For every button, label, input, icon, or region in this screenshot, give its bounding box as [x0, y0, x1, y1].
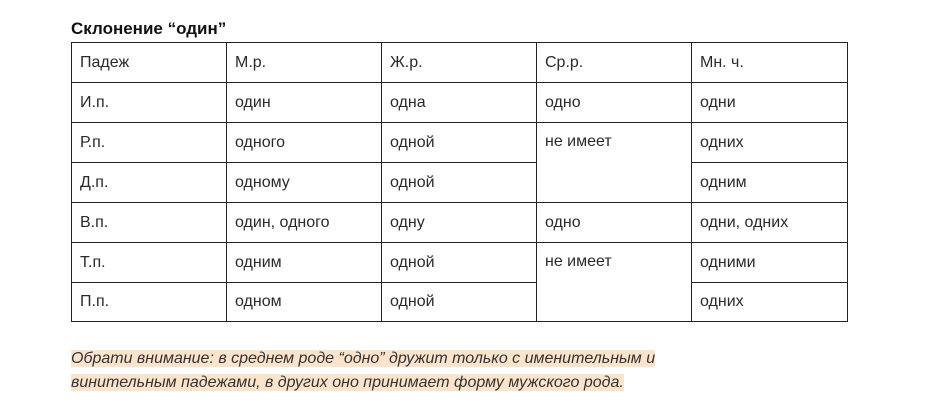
feminine-cell: одна: [382, 83, 537, 123]
declension-table: [71, 42, 848, 322]
table-row: [72, 243, 848, 283]
plural-cell: одних: [692, 123, 848, 163]
masculine-cell: одного: [227, 123, 382, 163]
case-cell: П.п.: [72, 283, 227, 322]
masculine-cell: одному: [227, 163, 382, 203]
feminine-cell: одной: [382, 123, 537, 163]
masculine-cell: одним: [227, 243, 382, 283]
plural-cell: одни: [692, 83, 848, 123]
plural-cell: одними: [692, 243, 848, 283]
masculine-cell: один: [227, 83, 382, 123]
section-title: Склонение “один”: [71, 19, 227, 38]
feminine-cell: одной: [382, 283, 537, 322]
header-case: Падеж: [72, 43, 227, 83]
case-cell: Д.п.: [72, 163, 227, 203]
plural-cell: одним: [692, 163, 848, 203]
neuter-cell-merged: не имеет: [537, 243, 692, 322]
plural-cell: одни, одних: [692, 203, 848, 243]
table-header-row: [72, 43, 848, 83]
note-line-2: винительным падежами, в других оно принимает форму мужского рода.: [71, 374, 624, 391]
neuter-cell: одно: [537, 203, 692, 243]
case-cell: В.п.: [72, 203, 227, 243]
neuter-cell-merged: не имеет: [537, 123, 692, 203]
plural-cell: одних: [692, 283, 848, 322]
feminine-cell: одну: [382, 203, 537, 243]
table-row: [72, 163, 848, 203]
masculine-cell: один, одного: [227, 203, 382, 243]
header-masculine: М.р.: [227, 43, 382, 83]
table-row: [72, 83, 848, 123]
table-row: [72, 123, 848, 163]
note-line-1: Обрати внимание: в среднем роде “одно” дружит только с именительным и: [71, 350, 656, 367]
attention-note: [71, 347, 771, 395]
header-neuter: Ср.р.: [537, 43, 692, 83]
header-plural: Мн. ч.: [692, 43, 848, 83]
case-cell: И.п.: [72, 83, 227, 123]
header-feminine: Ж.р.: [382, 43, 537, 83]
feminine-cell: одной: [382, 243, 537, 283]
masculine-cell: одном: [227, 283, 382, 322]
feminine-cell: одной: [382, 163, 537, 203]
table-row: [72, 283, 848, 322]
case-cell: Т.п.: [72, 243, 227, 283]
neuter-cell: одно: [537, 83, 692, 123]
table-row: [72, 203, 848, 243]
case-cell: Р.п.: [72, 123, 227, 163]
